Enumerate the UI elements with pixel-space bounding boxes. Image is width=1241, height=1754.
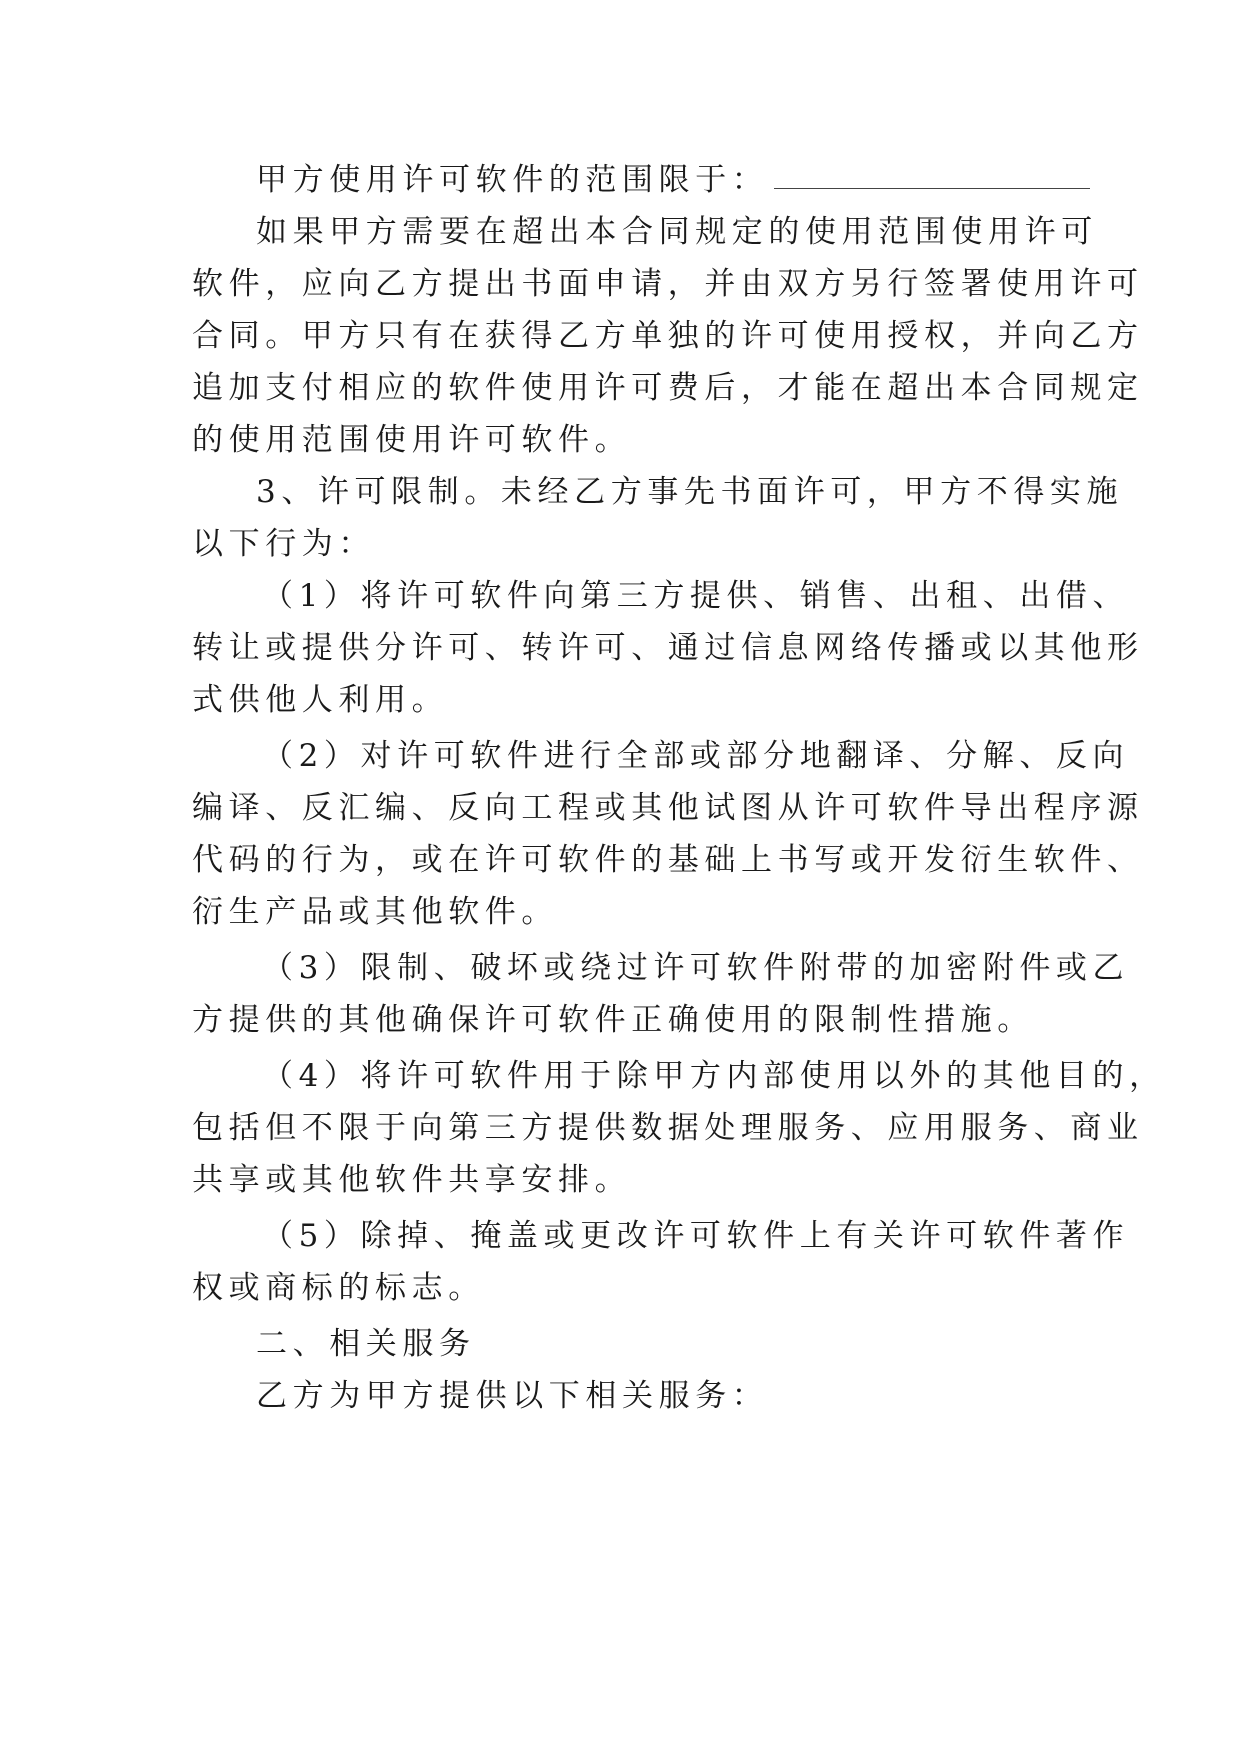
paragraph-line: 编译、反汇编、反向工程或其他试图从许可软件导出程序源	[192, 790, 1144, 826]
paragraph-line: 代码的行为，或在许可软件的基础上书写或开发衍生软件、	[192, 842, 1144, 878]
section-heading: 3、许可限制。未经乙方事先书面许可，甲方不得实施	[256, 474, 1124, 510]
paragraph-line: 追加支付相应的软件使用许可费后，才能在超出本合同规定	[192, 370, 1144, 406]
paragraph-line: 包括但不限于向第三方提供数据处理服务、应用服务、商业	[192, 1110, 1144, 1146]
paragraph-line: 式供他人利用。	[192, 682, 449, 718]
paragraph-line: 方提供的其他确保许可软件正确使用的限制性措施。	[192, 1002, 1034, 1038]
paragraph-line: 权或商标的标志。	[192, 1270, 485, 1306]
paragraph-line: 衍生产品或其他软件。	[192, 894, 558, 930]
paragraph-line: 软件，应向乙方提出书面申请，并由双方另行签署使用许可	[192, 266, 1144, 302]
paragraph-line: 的使用范围使用许可软件。	[192, 422, 632, 458]
paragraph-line: 共享或其他软件共享安排。	[192, 1162, 632, 1198]
list-item-2: （2）对许可软件进行全部或部分地翻译、分解、反向	[262, 738, 1130, 774]
paragraph-line: 甲方使用许可软件的范围限于：	[256, 162, 769, 198]
paragraph-line: 如果甲方需要在超出本合同规定的使用范围使用许可	[256, 214, 1098, 250]
paragraph-line: 合同。甲方只有在获得乙方单独的许可使用授权，并向乙方	[192, 318, 1144, 354]
list-item-3: （3）限制、破坏或绕过许可软件附带的加密附件或乙	[262, 950, 1130, 986]
list-item-1: （1）将许可软件向第三方提供、销售、出租、出借、	[262, 578, 1130, 614]
list-item-5: （5）除掉、掩盖或更改许可软件上有关许可软件著作	[262, 1218, 1130, 1254]
section-heading: 二、相关服务	[256, 1326, 476, 1362]
paragraph-line: 乙方为甲方提供以下相关服务：	[256, 1378, 769, 1414]
scope-line	[256, 152, 1090, 208]
fill-in-blank	[774, 187, 1090, 189]
document-page	[192, 152, 1166, 1632]
paragraph-line: 以下行为：	[192, 526, 375, 562]
paragraph-line: 转让或提供分许可、转许可、通过信息网络传播或以其他形	[192, 630, 1144, 666]
list-item-4: （4）将许可软件用于除甲方内部使用以外的其他目的，	[262, 1058, 1166, 1094]
